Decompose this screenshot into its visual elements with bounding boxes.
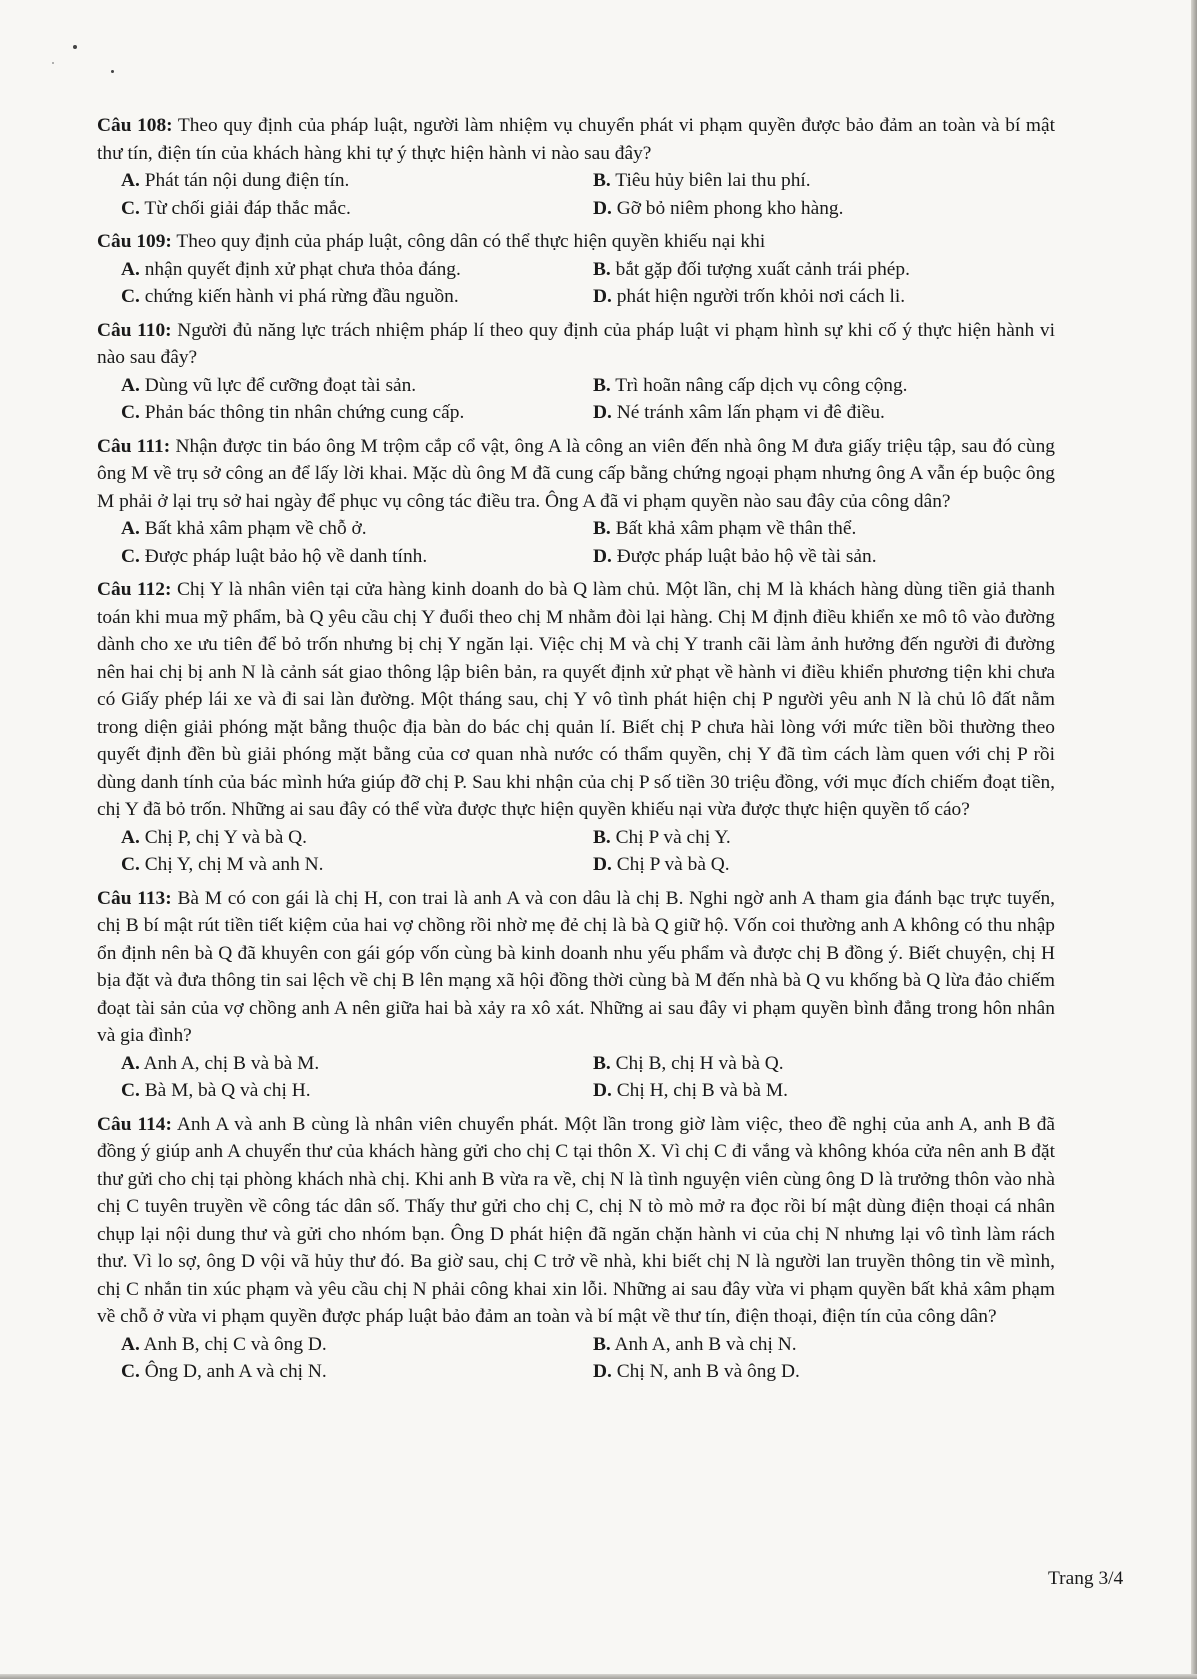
- option-c: [121, 1358, 593, 1386]
- question-stem: [97, 112, 1055, 167]
- option-a: [121, 1050, 593, 1078]
- option-text: Anh A, chị B và bà M.: [139, 1052, 320, 1074]
- option-a: [121, 824, 593, 852]
- option-a: [121, 372, 593, 400]
- option-letter: C.: [121, 1361, 140, 1382]
- answer-options: [97, 1050, 1055, 1105]
- option-text: Tiêu hủy biên lai thu phí.: [610, 170, 811, 191]
- question-label: Câu 108:: [97, 115, 173, 136]
- question-label: Câu 110:: [97, 319, 172, 341]
- option-b: [593, 824, 1079, 852]
- question-text: Người đủ năng lực trách nhiệm pháp lí theo quy định của pháp luật vi phạm hình sự khi cố ý thực hiện hành vi nào sau đây?: [97, 319, 1055, 368]
- option-letter: B.: [593, 170, 611, 191]
- option-text: Trì hoãn nâng cấp dịch vụ công cộng.: [610, 374, 908, 396]
- question-112: [97, 576, 1055, 879]
- option-letter: A.: [121, 1333, 140, 1355]
- question-text: Nhận được tin báo ông M trộm cắp cổ vật, ông A là công an viên đến nhà ông M đưa giấy triệu tập, sau đó cùng ông M về trụ sở công an để lấy lời khai. Mặc dù ông M đã cung cấp bằng chứng ngoại phạm nhưng ông A vẫn ép buộc ông M phải ở lại trụ sở hai ngày để phục vụ công tác điều tra. Ông A đã vi phạm quyền nào sau đây của công dân?: [97, 435, 1056, 512]
- option-text: Chị B, chị H và bà Q.: [610, 1052, 784, 1074]
- option-letter: D.: [593, 197, 612, 219]
- option-text: nhận quyết định xử phạt chưa thỏa đáng.: [139, 258, 461, 280]
- answer-options: [97, 515, 1055, 570]
- option-text: phát hiện người trốn khỏi nơi cách li.: [611, 286, 906, 307]
- option-text: Ông D, anh A và chị N.: [139, 1361, 327, 1382]
- option-text: Gỡ bỏ niêm phong kho hàng.: [611, 197, 844, 219]
- option-letter: B.: [593, 518, 611, 539]
- option-a: [121, 256, 593, 284]
- option-letter: D.: [593, 545, 612, 567]
- question-text: Anh A và anh B cùng là nhân viên chuyển phát. Một lần trong giờ làm việc, theo đề nghị của anh A, anh B đã đồng ý giúp anh A chuyển thư của khách hàng gửi cho chị C tại thôn X. Vì chị C đi vắng và không khóa cửa nên anh B đặt thư gửi cho chị tại phòng khách nhà chị. Khi anh B vừa ra về, chị N là tình nguyện viên cùng ông D là trưởng thôn vào nhà chị C tuyên truyền về công tác dân số. Thấy thư gửi cho chị C, chị N tò mò mở ra đọc rồi bí mật dùng điện thoại cá nhân chụp lại nội dung thư và gửi cho nhóm bạn. Ông D phát hiện đã ngăn chặn hành vi của chị N nhưng lại vô tình làm rách thư. Vì lo sợ, ông D vội vã hủy thư đó. Ba giờ sau, chị C trở về nhà, khi biết chị N là người lan truyền thông tin về mình, chị C nhắn tin xúc phạm và yêu cầu chị N phải công khai xin lỗi. Những ai sau đây vừa vi phạm quyền bất khả xâm phạm về chỗ ở vừa vi phạm quyền được pháp luật bảo đảm an toàn và bí mật về thư tín, điện thoại, điện tín của công dân?: [97, 1113, 1055, 1327]
- option-text: Chị Y, chị M và anh N.: [139, 854, 324, 875]
- answer-options: [97, 167, 1055, 222]
- question-text: Theo quy định của pháp luật, công dân có thể thực hiện quyền khiếu nại khi: [171, 231, 766, 252]
- answer-options: [97, 1331, 1055, 1386]
- option-letter: A.: [121, 170, 140, 191]
- option-letter: D.: [593, 286, 612, 307]
- scan-speck: [111, 70, 114, 73]
- question-text: Chị Y là nhân viên tại cửa hàng kinh doanh do bà Q làm chủ. Một lần, chị M là khách hàng dùng tiền giả thanh toán khi mua mỹ phẩm, bà Q yêu cầu chị Y đuổi theo chị M nhằm đòi lại hàng. Chị M định điều khiển xe mô tô vào đường dành cho xe ưu tiên để bỏ trốn nhưng bị chị Y ngăn lại. Việc chị M và chị Y tranh cãi làm ảnh hưởng đến người đi đường nên hai chị bị anh N là cảnh sát giao thông lập biên bản, ra quyết định xử phạt về hành vi điều khiển phương tiện khi chưa có Giấy phép lái xe và đi sai làn đường. Một tháng sau, chị Y vô tình phát hiện chị P người yêu anh N là chủ lô đất nằm trong diện giải phóng mặt bằng thuộc địa bàn do bác chị quản lí. Biết chị P chưa hài lòng với mức tiền bồi thường theo quyết định đền bù giải phóng mặt bằng của cơ quan nhà nước có thẩm quyền, chị Y đã tìm cách làm quen với chị P rồi dùng danh tính của bác mình hứa giúp đỡ chị P. Sau khi nhận của chị P số tiền 30 triệu đồng, với mục đích chiếm đoạt tiền, chị Y đã bỏ trốn. Những ai sau đây có thể vừa được thực hiện quyền khiếu nại vừa được thực hiện quyền tố cáo?: [97, 579, 1055, 820]
- question-stem: [97, 885, 1055, 1050]
- option-text: Phản bác thông tin nhân chứng cung cấp.: [139, 402, 465, 423]
- option-d: [593, 195, 1079, 223]
- option-letter: A.: [121, 826, 140, 848]
- option-letter: C.: [121, 854, 140, 875]
- scan-edge: [1191, 0, 1197, 1679]
- option-text: Bất khả xâm phạm về chỗ ở.: [139, 518, 367, 539]
- option-d: [593, 399, 1079, 427]
- option-d: [593, 543, 1079, 571]
- scan-speck: [52, 62, 54, 64]
- answer-options: [97, 256, 1055, 311]
- option-c: [121, 543, 593, 571]
- question-108: [97, 112, 1055, 222]
- option-text: Từ chối giải đáp thắc mắc.: [139, 197, 351, 219]
- option-a: [121, 515, 593, 543]
- option-c: [121, 399, 593, 427]
- scan-speck: [73, 45, 77, 49]
- question-stem: [97, 317, 1055, 372]
- option-text: Được pháp luật bảo hộ về tài sản.: [611, 545, 877, 567]
- option-letter: C.: [121, 286, 140, 307]
- option-letter: B.: [593, 826, 611, 848]
- option-text: Phát tán nội dung điện tín.: [139, 170, 350, 191]
- option-letter: D.: [593, 1080, 612, 1101]
- option-letter: C.: [121, 402, 140, 423]
- option-letter: A.: [121, 518, 140, 539]
- question-stem: [97, 576, 1055, 824]
- question-109: [97, 228, 1055, 311]
- option-text: Dùng vũ lực để cưỡng đoạt tài sản.: [139, 374, 417, 396]
- option-b: [593, 1050, 1079, 1078]
- question-label: Câu 114:: [97, 1113, 172, 1135]
- option-b: [593, 372, 1079, 400]
- option-d: [593, 851, 1079, 879]
- question-113: [97, 885, 1055, 1105]
- option-a: [121, 167, 593, 195]
- option-text: chứng kiến hành vi phá rừng đầu nguồn.: [139, 286, 459, 307]
- option-d: [593, 283, 1079, 311]
- answer-options: [97, 372, 1055, 427]
- option-b: [593, 256, 1079, 284]
- option-c: [121, 283, 593, 311]
- option-b: [593, 1331, 1079, 1359]
- option-b: [593, 515, 1079, 543]
- page-number: Trang 3/4: [1048, 1568, 1124, 1589]
- question-label: Câu 113:: [97, 887, 172, 909]
- option-text: Chị P và chị Y.: [610, 826, 731, 848]
- question-text: Theo quy định của pháp luật, người làm nhiệm vụ chuyển phát vi phạm quyền được bảo đảm an toàn và bí mật thư tín, điện tín của khách hàng khi tự ý thực hiện hành vi nào sau đây?: [97, 115, 1056, 164]
- option-c: [121, 195, 593, 223]
- question-114: [97, 1111, 1055, 1386]
- option-text: Anh B, chị C và ông D.: [139, 1333, 327, 1355]
- scan-edge: [0, 1674, 1197, 1679]
- question-stem: [97, 1111, 1055, 1331]
- option-letter: D.: [593, 854, 612, 875]
- option-c: [121, 1077, 593, 1105]
- option-a: [121, 1331, 593, 1359]
- option-text: Chị P, chị Y và bà Q.: [139, 826, 307, 848]
- question-111: [97, 433, 1055, 571]
- option-text: bắt gặp đối tượng xuất cảnh trái phép.: [610, 258, 910, 280]
- option-letter: C.: [121, 197, 140, 219]
- option-letter: C.: [121, 1080, 140, 1101]
- option-letter: B.: [593, 374, 611, 396]
- answer-options: [97, 824, 1055, 879]
- option-letter: B.: [593, 1333, 611, 1355]
- option-text: Bất khả xâm phạm về thân thể.: [610, 518, 857, 539]
- option-text: Được pháp luật bảo hộ về danh tính.: [139, 545, 428, 567]
- question-stem: [97, 228, 1055, 256]
- option-c: [121, 851, 593, 879]
- option-letter: A.: [121, 1052, 140, 1074]
- option-text: Chị H, chị B và bà M.: [611, 1080, 788, 1101]
- option-d: [593, 1358, 1079, 1386]
- option-letter: B.: [593, 258, 611, 280]
- option-letter: A.: [121, 374, 140, 396]
- option-text: Chị N, anh B và ông D.: [611, 1361, 800, 1382]
- question-110: [97, 317, 1055, 427]
- option-letter: D.: [593, 1361, 612, 1382]
- option-letter: C.: [121, 545, 140, 567]
- option-letter: A.: [121, 258, 140, 280]
- option-d: [593, 1077, 1079, 1105]
- option-text: Bà M, bà Q và chị H.: [139, 1080, 311, 1101]
- question-label: Câu 112:: [97, 579, 172, 600]
- option-text: Né tránh xâm lấn phạm vi đê điều.: [611, 402, 885, 423]
- option-b: [593, 167, 1079, 195]
- question-stem: [97, 433, 1055, 516]
- option-text: Anh A, anh B và chị N.: [610, 1333, 797, 1355]
- question-label: Câu 109:: [97, 231, 172, 252]
- option-letter: D.: [593, 402, 612, 423]
- option-letter: B.: [593, 1052, 611, 1074]
- option-text: Chị P và bà Q.: [611, 854, 730, 875]
- question-label: Câu 111:: [97, 435, 171, 457]
- question-text: Bà M có con gái là chị H, con trai là anh A và con dâu là chị B. Nghi ngờ anh A tham gia đánh bạc trực tuyến, chị B bí mật rút tiền tiết kiệm của hai vợ chồng rồi nhờ mẹ đẻ chị là bà Q giữ hộ. Vốn coi thường anh A không có thu nhập ổn định nên bà Q đã khuyên con gái góp vốn cùng bà kinh doanh nhu yếu phẩm và được chị B đồng ý. Biết chuyện, chị H bịa đặt và đưa thông tin sai lệch về chị B lên mạng xã hội đồng thời cùng bà M đến nhà bà Q vu khống bà Q lừa đảo chiếm đoạt tài sản của vợ chồng anh A nên giữa hai bà xảy ra xô xát. Những ai sau đây vi phạm quyền bình đẳng trong hôn nhân và gia đình?: [97, 887, 1055, 1046]
- exam-content: [97, 112, 1055, 1392]
